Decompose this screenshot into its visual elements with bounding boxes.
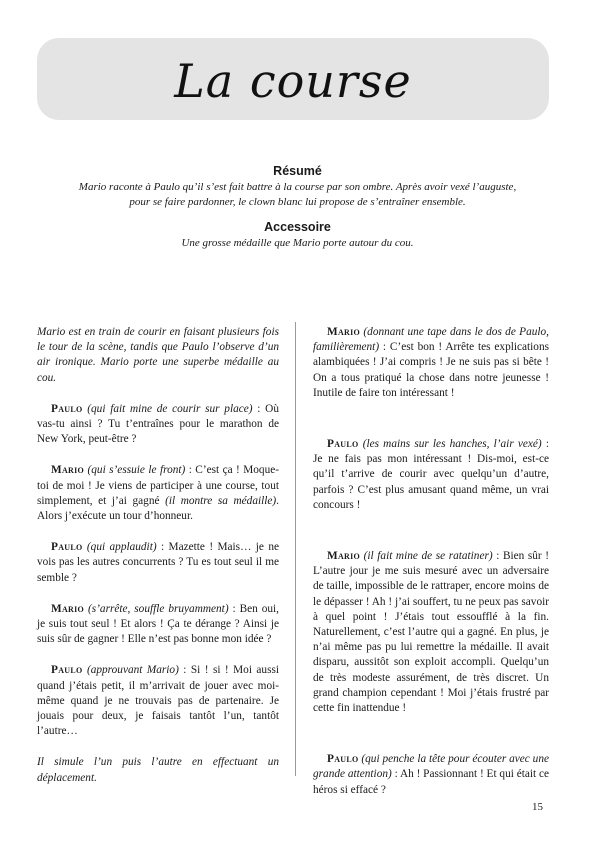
speaker-name: Paulo <box>51 664 83 677</box>
speaker-direction: (il fait mine de se ratatiner) <box>363 550 493 563</box>
stage-direction: Mario est en train de courir en faisant plusieurs fois le tour de la scène, tandis que Paulo l’observe d’un air ironique. Mario porte une superbe médaille au cou. <box>37 326 279 384</box>
inline-direction: (il montre sa médaille) <box>165 494 277 507</box>
dialogue-line <box>37 463 279 524</box>
summary-line-2: pour se faire pardonner, le clown blanc lui propose de s’entraîner ensemble. <box>129 196 466 208</box>
line-text: : Mazette ! Mais… je ne vois pas les autres concurrents ? Tu es tout seul il me semble ? <box>37 541 279 584</box>
stage-direction: Il simule l’un puis l’autre en effectuant un déplacement. <box>37 756 279 784</box>
speaker-direction: (s’arrête, souffle bruyamment) <box>88 602 229 615</box>
dialogue-line <box>37 540 279 586</box>
page-title: La course <box>174 54 412 108</box>
line-text: : Si ! si ! Moi aussi quand j’étais petit, il m’arrivait de jouer avec moi-même quand je ne trouvais pas de partenaire. Je jouais pour deux, je faisais tantôt l’un, tantôt l’autre… <box>37 664 279 738</box>
dialogue-line <box>313 752 549 798</box>
speaker-name: Paulo <box>327 753 359 766</box>
speaker-name: Mario <box>327 550 361 563</box>
line-text: : Bien sûr ! L’autre jour je me suis mesuré avec un adversaire de taille, impossible de le rattraper, encore moins de le dépasser ! Ah ! j’ai souffert, tu ne peux pas savoir à quel point ! J’étais tout essoufflé à la fin. Naturellement, c’est l’autre qui a gagné. En plus, je n’ai même pas pu lui remettre la médaille. Il avait disparu, aussitôt son exploit accompli. Quelqu’un de très modeste assurément, de très discret. Un grand champion cependant ! Moi j’étais frustré par cette fin inattendue ! <box>313 550 550 715</box>
title-banner <box>37 38 549 120</box>
summary-section <box>60 164 535 210</box>
speaker-name: Mario <box>51 464 85 477</box>
line-text: : Ah ! Passionnant ! Et qui était ce héros si effacé ? <box>313 768 549 796</box>
right-column <box>313 325 549 798</box>
column-divider <box>295 322 296 776</box>
speaker-direction: (approuvant Mario) <box>86 664 179 677</box>
page-number: 15 <box>532 801 543 813</box>
speaker-name: Paulo <box>51 541 83 554</box>
line-text: : Ben oui, je suis tout seul ! Et alors ! Ça te dérange ? Ainsi je suis sûr de gagner ! Elle n’est pas bonne mon idée ? <box>37 602 279 646</box>
speaker-direction: (qui fait mine de courir sur place) <box>87 402 253 415</box>
dialogue-line <box>37 602 279 648</box>
left-column <box>37 325 279 786</box>
summary-text <box>60 180 535 210</box>
speaker-direction: (qui penche la tête pour écouter avec une grande attention) <box>313 753 549 781</box>
speaker-name: Paulo <box>327 438 359 451</box>
speaker-name: Mario <box>327 326 361 338</box>
speaker-direction: (qui s’essuie le front) <box>87 464 186 477</box>
line-text: : C’est bon ! Arrête tes explications alambiquées ! J’ai compris ! Je ne suis pas si bête ! On a tous pratiqué la chose dans notre jeunesse ! Inutile de faire ton intéressant ! <box>313 341 549 399</box>
dialogue-line <box>313 325 549 401</box>
speaker-direction: (qui applaudit) <box>86 541 157 554</box>
line-text: . Alors j’exécute un tour d’honneur. <box>37 494 279 523</box>
line-text: : C’est ça ! Moque-toi de moi ! Je viens de participer à une course, tout simplement, et j’ai gagné <box>37 464 280 507</box>
props-text: Une grosse médaille que Mario porte autour du cou. <box>181 237 414 249</box>
line-text: : Où vas-tu ainsi ? Tu t’entraînes pour le marathon de New York, peut-être ? <box>37 402 279 446</box>
dialogue-line <box>313 549 549 716</box>
props-section <box>60 220 535 251</box>
summary-line-1: Mario raconte à Paulo qu’il s’est fait battre à la course par son ombre. Après avoir vexé l’auguste, <box>78 181 517 193</box>
summary-heading: Résumé <box>273 164 322 178</box>
speaker-direction: (les mains sur les hanches, l’air vexé) <box>362 438 542 451</box>
speaker-name: Mario <box>51 602 85 615</box>
dialogue-line <box>37 663 279 739</box>
props-heading: Accessoire <box>264 220 331 234</box>
speaker-name: Paulo <box>51 402 83 415</box>
dialogue-line <box>313 437 549 513</box>
line-text: : Je ne fais pas mon intéressant ! Dis-moi, est-ce qu’il t’arrive de courir avec quelqu’un d’autre, parfois ? C’est plus amusant quand même, un vrai concours ! <box>313 438 550 511</box>
speaker-direction: (donnant une tape dans le dos de Paulo, familièrement) <box>313 326 549 354</box>
dialogue-line <box>37 402 279 448</box>
